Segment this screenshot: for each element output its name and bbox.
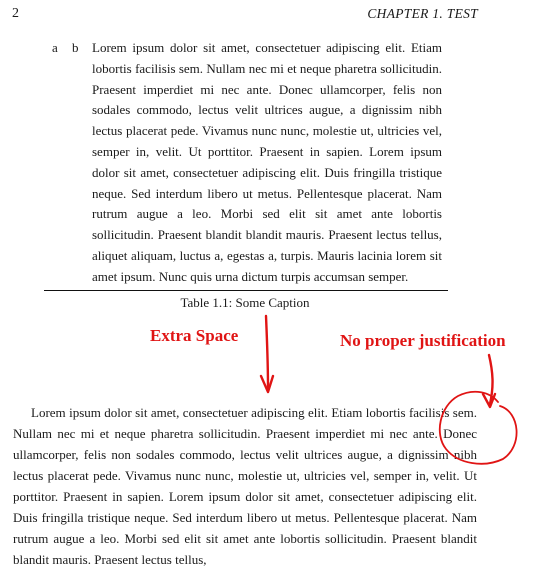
table-bottom-rule bbox=[44, 290, 448, 291]
table-cell-b: b bbox=[72, 40, 79, 55]
body-paragraph: Lorem ipsum dolor sit amet, consectetuer adipiscing elit. Etiam lobortis facilisis sem. Nullam nec mi et neque pharetra sollicitudin. Praesent imperdiet mi nec ante. Donec ullamcorper, felis non sodales commodo, lectus velit ultrices augue, a dignissim nibh lectus placerat pede. Vivamus nunc nunc, molestie ut, ultricies vel, semper in, velit. Ut porttitor. Praesent in sapien. Lorem ipsum dolor sit amet, consectetuer adipiscing elit. Duis fringilla tristique neque. Sed interdum libero ut metus. Pellentesque placerat. Nam rutrum augue a leo. Morbi sed elit sit amet ante lobortis sollicitudin. Praesent blandit blandit mauris. Praesent lectus tellus, bbox=[13, 405, 477, 567]
page-number: 2 bbox=[12, 6, 19, 21]
arrow-down-icon bbox=[261, 316, 273, 392]
annotation-extra-space: Extra Space bbox=[150, 326, 239, 345]
table-cell-a: a bbox=[52, 40, 58, 55]
running-header: CHAPTER 1. TEST bbox=[367, 6, 478, 21]
table-caption: Table 1.1: Some Caption bbox=[180, 295, 310, 310]
table-cell-text: Lorem ipsum dolor sit amet, consectetuer adipiscing elit. Etiam lobortis facilisis sem. Nullam nec mi et neque pharetra sollicitudin. Praesent imperdiet mi nec ante. Donec ullamcorper, felis non sodales commodo, lectus velit ultrices augue, a dignissim nibh lectus placerat pede. Vivamus nunc nunc, molestie ut, ultricies vel, semper in, velit. Ut porttitor. Praesent in sapien. Lorem ipsum dolor sit amet, consectetuer adipiscing elit. Duis fringilla tristique neque. Sed interdum libero ut metus. Pellentesque placerat. Nam rutrum augue a leo. Morbi sed elit sit amet ante lobortis sollicitudin. Praesent blandit blandit mauris. Praesent lectus tellus, aliquet aliquam, luctus a, egestas a, turpis. Mauris lacinia lorem sit amet ipsum. Nunc quis urna dictum turpis accumsan semper. bbox=[92, 40, 442, 284]
annotation-no-justification: No proper justification bbox=[340, 331, 506, 350]
curved-arrow-icon bbox=[483, 355, 495, 407]
